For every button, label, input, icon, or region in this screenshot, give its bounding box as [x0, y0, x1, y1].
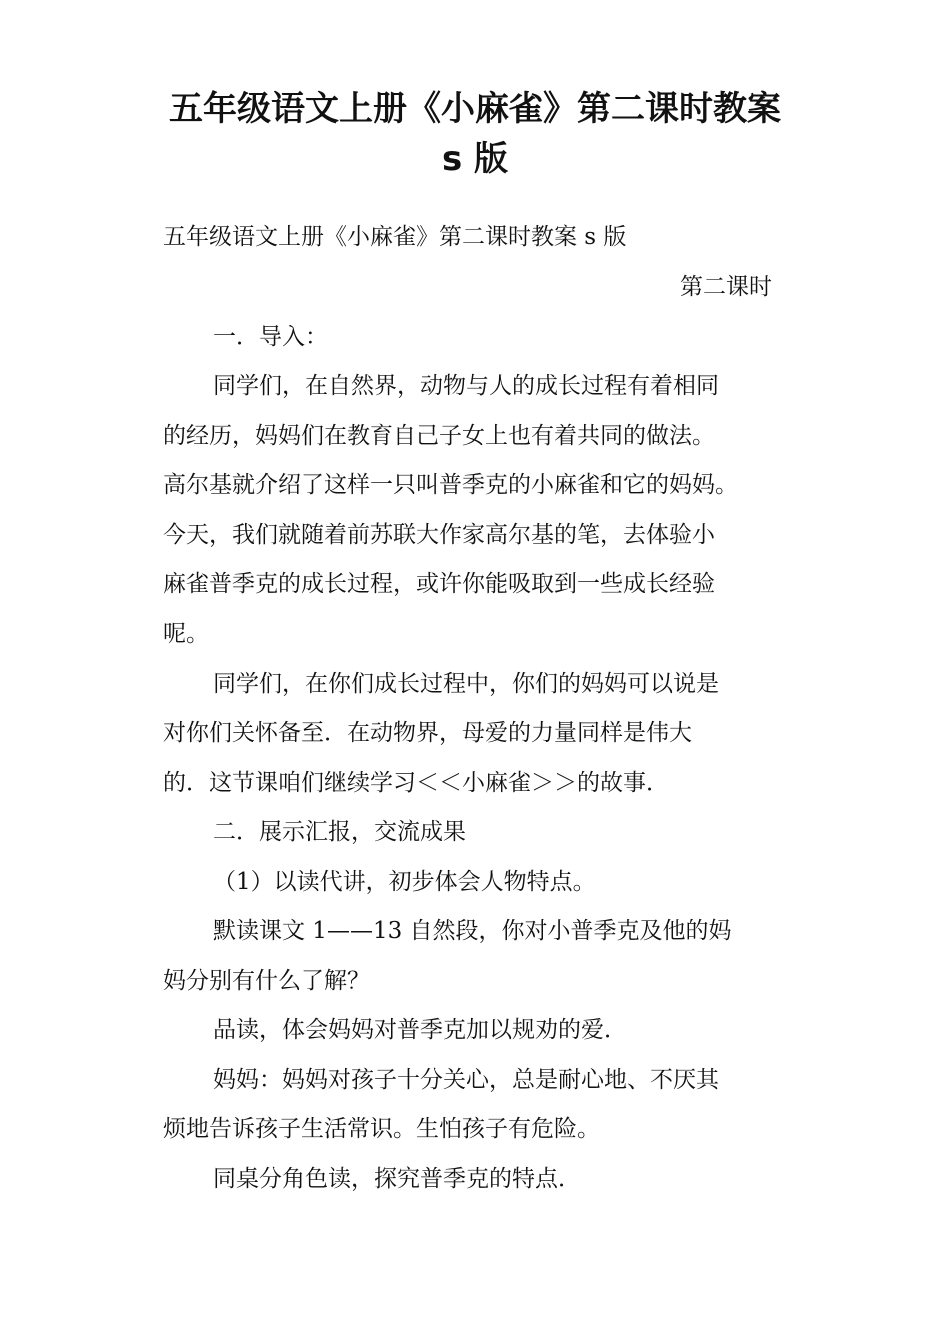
- paragraph-line: 的．这节课咱们继续学习＜＜小麻雀＞＞的故事．: [163, 770, 669, 796]
- paragraph-line: 默读课文 1——13 自然段，你对小普季克及他的妈: [213, 918, 732, 944]
- document-subtitle: 五年级语文上册《小麻雀》第二课时教案 s 版: [163, 224, 627, 250]
- paragraph-line: 高尔基就介绍了这样一只叫普季克的小麻雀和它的妈妈。: [163, 472, 738, 498]
- section-heading-intro: 一．导入：: [213, 324, 328, 350]
- document-title-line-1: 五年级语文上册《小麻雀》第二课时教案: [169, 89, 781, 129]
- paragraph-line: 呢。: [163, 621, 209, 647]
- paragraph-line: 烦地告诉孩子生活常识。生怕孩子有危险。: [163, 1116, 600, 1142]
- lesson-period-label: 第二课时: [680, 274, 772, 300]
- paragraph-line: 对你们关怀备至．在动物界，母爱的力量同样是伟大: [163, 720, 692, 746]
- paragraph-line: 妈妈：妈妈对孩子十分关心，总是耐心地、不厌其: [213, 1067, 719, 1093]
- subsection-heading: （1）以读代讲，初步体会人物特点。: [213, 869, 596, 895]
- paragraph-line: 麻雀普季克的成长过程，或许你能吸取到一些成长经验: [163, 571, 715, 597]
- paragraph-line: 的经历，妈妈们在教育自己子女上也有着共同的做法。: [163, 423, 715, 449]
- paragraph-line: 同学们，在自然界，动物与人的成长过程有着相同: [213, 373, 719, 399]
- paragraph-line: 妈分别有什么了解？: [163, 968, 370, 994]
- paragraph-line: 同桌分角色读，探究普季克的特点．: [213, 1166, 581, 1192]
- paragraph-line: 同学们，在你们成长过程中，你们的妈妈可以说是: [213, 671, 719, 697]
- paragraph-line: 今天，我们就随着前苏联大作家高尔基的笔，去体验小: [163, 522, 715, 548]
- paragraph-line: 品读，体会妈妈对普季克加以规劝的爱．: [213, 1017, 627, 1043]
- section-heading-report: 二．展示汇报，交流成果: [213, 819, 466, 845]
- document-title-line-2: s 版: [441, 139, 509, 179]
